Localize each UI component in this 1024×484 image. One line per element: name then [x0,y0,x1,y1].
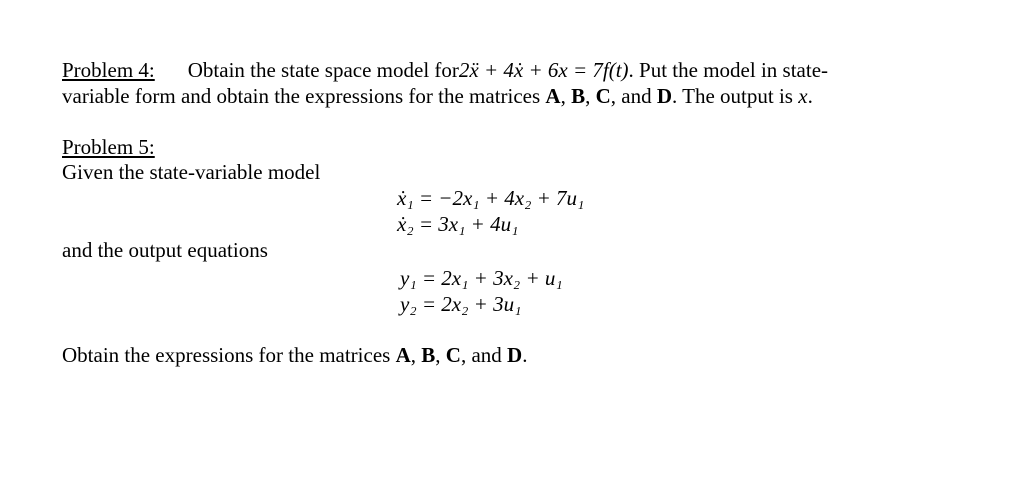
matrix-a-label: A [545,84,561,108]
matrix-c-label: C [595,84,611,108]
problem4-line2-mid: . The output is [672,84,799,108]
state-eq2-lhs: ẋ₂ [397,212,414,236]
problem4-line1 [62,58,828,83]
separator: , [435,343,446,367]
problem4-line2-start: variable form and obtain the expressions for the matrices [62,84,546,108]
problem4-equation: 2ẍ + 4ẋ + 6x = 7f(t) [458,58,629,82]
output-variable: x [798,84,808,108]
out-eq1-rhs: = 2x₁ + 3x₂ + u₁ [421,266,563,290]
output-equation-1 [400,266,563,291]
separator: , and [460,343,508,367]
out-eq2-lhs: y₂ [400,292,417,316]
problem5-closing [62,343,527,368]
separator: , and [610,84,657,108]
matrix-d-label: D [656,84,673,108]
problem5-intro: Given the state-variable model [62,160,321,184]
matrix-c-label: C [445,343,461,367]
period: . [807,84,813,108]
output-intro: and the output equations [62,238,268,262]
problem4-line2 [62,84,813,109]
closing-start: Obtain the expressions for the matrices [62,343,396,367]
out-eq2-rhs: = 2x₂ + 3u₁ [421,292,522,316]
matrix-a-label: A [395,343,411,367]
matrix-d-label: D [507,343,523,367]
problem4-line1-suffix: . Put the model in state- [628,58,829,82]
state-equation-2 [397,212,518,237]
state-eq2-rhs: = 3x₁ + 4u₁ [418,212,519,236]
problem4-line1-prefix: Obtain the state space model for [187,58,459,82]
state-equation-1 [397,186,584,211]
matrix-b-label: B [571,84,586,108]
output-equation-2 [400,292,521,317]
problem5-heading: Problem 5: [62,135,155,159]
period: . [522,343,528,367]
state-eq1-rhs: = −2x₁ + 4x₂ + 7u₁ [418,186,585,210]
matrix-b-label: B [421,343,436,367]
problem4-heading: Problem 4: [62,58,155,82]
out-eq1-lhs: y₁ [400,266,417,290]
separator: , [410,343,422,367]
separator: , [585,84,596,108]
separator: , [560,84,572,108]
state-eq1-lhs: ẋ₁ [397,186,414,210]
